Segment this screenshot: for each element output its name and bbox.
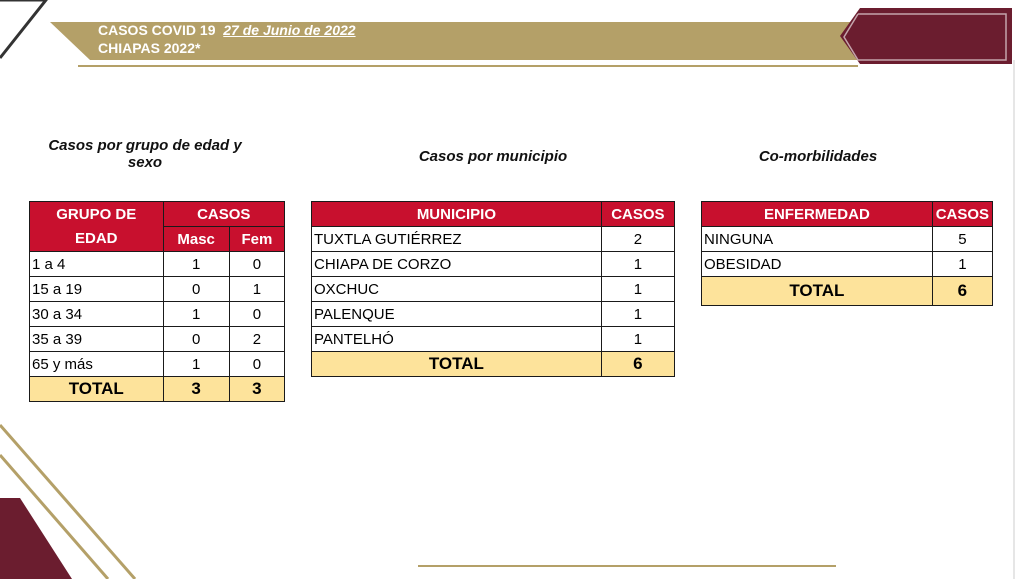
- col-header-fem: Fem: [229, 227, 284, 252]
- header-line-1: [98, 22, 356, 38]
- comorbidities-table: [701, 201, 993, 306]
- total-value: 6: [932, 277, 992, 306]
- col-header-masc: Masc: [163, 227, 229, 252]
- total-masc: 3: [163, 377, 229, 402]
- masc-cell: 1: [163, 302, 229, 327]
- table-row: [702, 227, 993, 252]
- disease-cases-cell: 1: [932, 252, 992, 277]
- age-sex-table: [29, 201, 285, 402]
- col-header-casos: CASOS: [601, 202, 674, 227]
- age-section-title: [20, 137, 270, 171]
- fem-cell: 0: [229, 302, 284, 327]
- masc-cell: 1: [163, 252, 229, 277]
- table-row: [312, 227, 675, 252]
- table-row: [30, 252, 285, 277]
- total-label: TOTAL: [30, 377, 164, 402]
- municipio-cases-cell: 1: [601, 327, 674, 352]
- fem-cell: 1: [229, 277, 284, 302]
- municipio-cases-cell: 1: [601, 277, 674, 302]
- masc-cell: 0: [163, 277, 229, 302]
- age-group-cell: 65 y más: [30, 352, 164, 377]
- header-ribbon: [840, 8, 1012, 64]
- total-label: TOTAL: [312, 352, 602, 377]
- municipio-cases-cell: 1: [601, 302, 674, 327]
- header-line-2: CHIAPAS 2022*: [98, 40, 201, 56]
- header-date: 27 de Junio de 2022: [223, 22, 356, 38]
- age-group-cell: 30 a 34: [30, 302, 164, 327]
- table-row: [312, 327, 675, 352]
- age-group-cell: 15 a 19: [30, 277, 164, 302]
- table-row: [30, 277, 285, 302]
- fem-cell: 2: [229, 327, 284, 352]
- col-header-group-line2: EDAD: [75, 229, 118, 247]
- col-header-enfermedad: ENFERMEDAD: [702, 202, 933, 227]
- disease-name-cell: NINGUNA: [702, 227, 933, 252]
- table-row: [312, 302, 675, 327]
- age-group-cell: 35 a 39: [30, 327, 164, 352]
- municipio-cases-cell: 2: [601, 227, 674, 252]
- corner-chevron: [0, 0, 46, 58]
- table-row: [30, 352, 285, 377]
- total-row: [30, 377, 285, 402]
- municipio-table: [311, 201, 675, 377]
- municipio-name-cell: OXCHUC: [312, 277, 602, 302]
- col-header-group-line1: GRUPO DE: [56, 205, 137, 223]
- col-header-municipio: MUNICIPIO: [312, 202, 602, 227]
- age-title-line1: Casos por grupo de edad y: [48, 137, 242, 154]
- total-row: [702, 277, 993, 306]
- fem-cell: 0: [229, 352, 284, 377]
- col-header-casos: CASOS: [932, 202, 992, 227]
- total-label: TOTAL: [702, 277, 933, 306]
- municipio-name-cell: TUXTLA GUTIÉRREZ: [312, 227, 602, 252]
- age-group-cell: 1 a 4: [30, 252, 164, 277]
- bottom-maroon-triangle: [0, 498, 72, 579]
- header-title: CASOS COVID 19: [98, 22, 216, 38]
- disease-name-cell: OBESIDAD: [702, 252, 933, 277]
- table-row: [312, 252, 675, 277]
- total-fem: 3: [229, 377, 284, 402]
- masc-cell: 0: [163, 327, 229, 352]
- table-row: [30, 327, 285, 352]
- municipio-cases-cell: 1: [601, 252, 674, 277]
- table-row: [702, 252, 993, 277]
- municipio-section-title: Casos por municipio: [418, 148, 568, 165]
- masc-cell: 1: [163, 352, 229, 377]
- municipio-name-cell: PANTELHÓ: [312, 327, 602, 352]
- table-row: [312, 277, 675, 302]
- col-header-cases: CASOS: [163, 202, 284, 227]
- age-title-line2: sexo: [127, 154, 163, 171]
- comorb-section-title: Co-morbilidades: [758, 148, 878, 165]
- total-row: [312, 352, 675, 377]
- table-row: [30, 302, 285, 327]
- municipio-name-cell: CHIAPA DE CORZO: [312, 252, 602, 277]
- total-value: 6: [601, 352, 674, 377]
- fem-cell: 0: [229, 252, 284, 277]
- disease-cases-cell: 5: [932, 227, 992, 252]
- col-header-group: [30, 202, 164, 252]
- municipio-name-cell: PALENQUE: [312, 302, 602, 327]
